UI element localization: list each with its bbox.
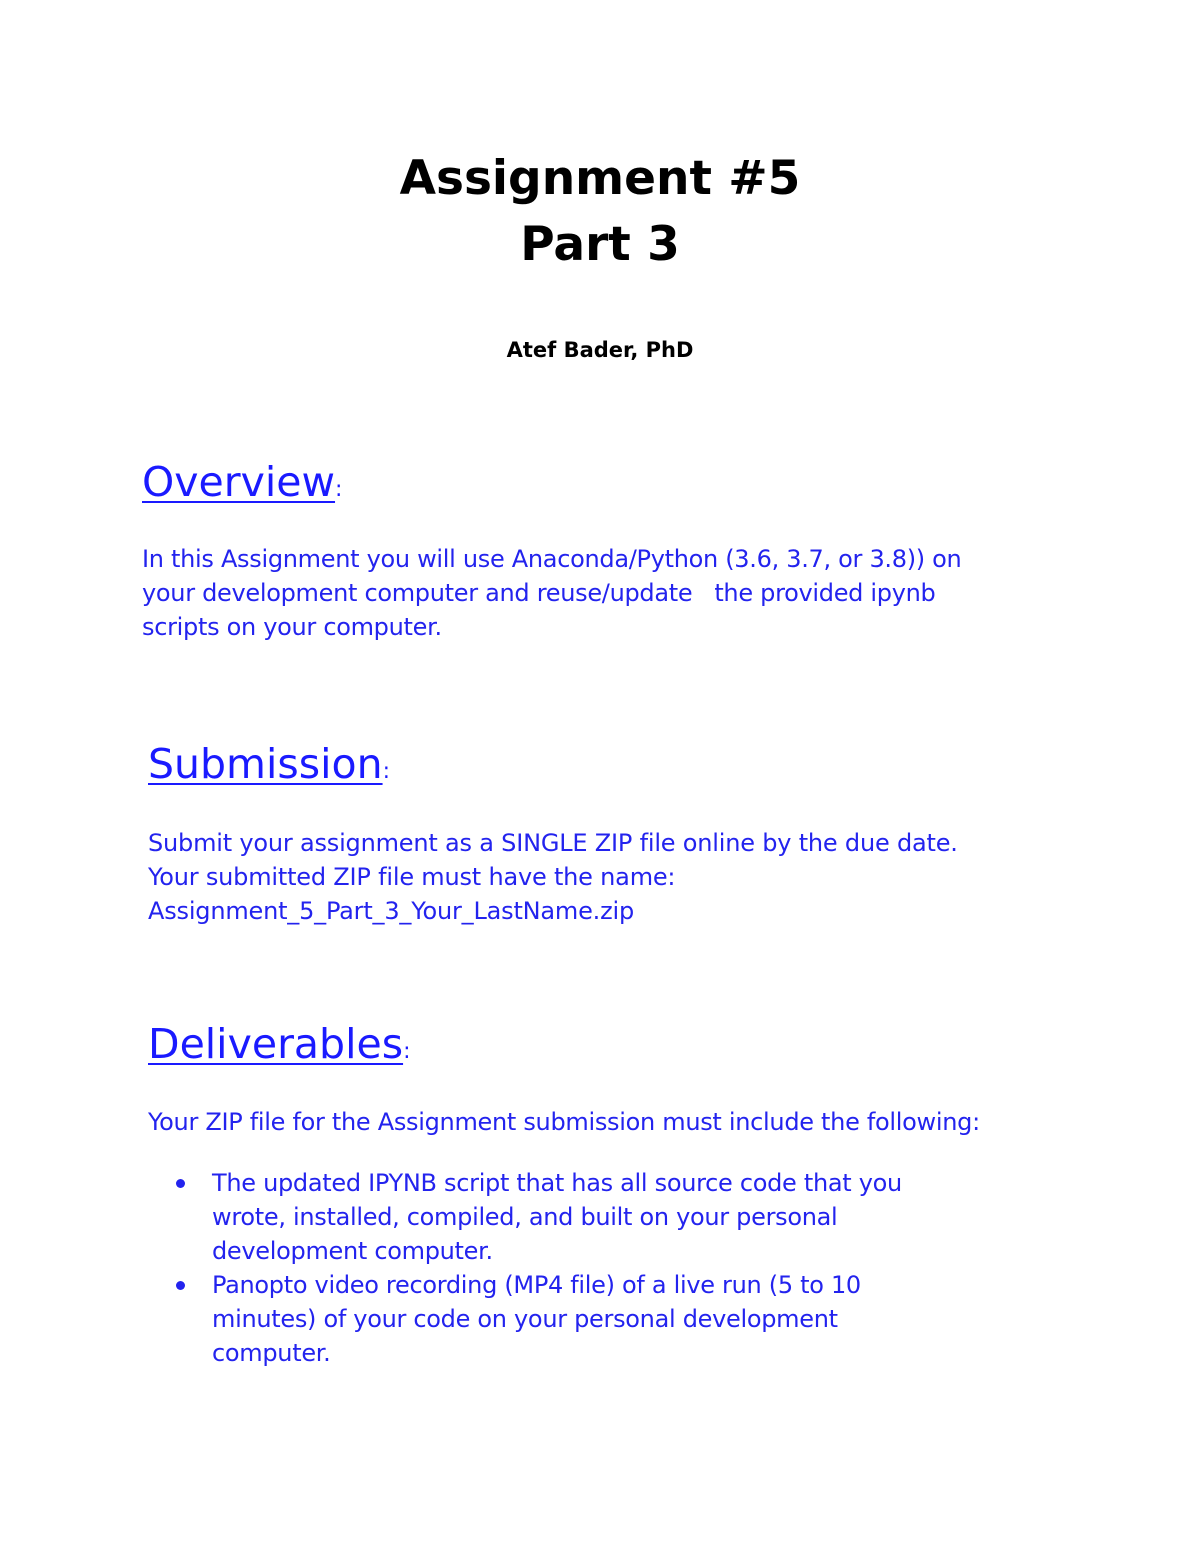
list-item bbox=[170, 1268, 902, 1370]
list-item-line: development computer. bbox=[212, 1237, 493, 1265]
overview-heading-text: Overview bbox=[142, 458, 336, 506]
deliverables-heading-text: Deliverables bbox=[148, 1020, 404, 1068]
submission-heading-colon: : bbox=[382, 759, 390, 784]
author-name: Atef Bader, PhD bbox=[506, 338, 694, 362]
bullet-icon bbox=[176, 1281, 185, 1290]
submission-heading-text: Submission bbox=[148, 740, 383, 788]
list-item-line: wrote, installed, compiled, and built on your personal bbox=[212, 1203, 838, 1231]
overview-line: your development computer and reuse/update the provided ipynb bbox=[142, 579, 936, 607]
assignment-part: Part 3 bbox=[520, 217, 680, 272]
deliverables-heading bbox=[148, 1019, 410, 1077]
list-item-line: Panopto video recording (MP4 file) of a live run (5 to 10 bbox=[212, 1271, 861, 1299]
overview-heading bbox=[142, 457, 342, 515]
deliverables-heading-colon: : bbox=[403, 1039, 411, 1064]
deliverables-list bbox=[170, 1166, 902, 1370]
submission-heading bbox=[148, 739, 390, 797]
assignment-title: Assignment #5 bbox=[399, 151, 801, 206]
list-item-line: The updated IPYNB script that has all source code that you bbox=[212, 1169, 902, 1197]
submission-line: Submit your assignment as a SINGLE ZIP file online by the due date. bbox=[148, 829, 958, 857]
overview-paragraph bbox=[142, 542, 961, 644]
overview-heading-colon: : bbox=[335, 477, 343, 502]
list-item bbox=[170, 1166, 902, 1268]
overview-line: scripts on your computer. bbox=[142, 613, 442, 641]
deliverables-intro: Your ZIP file for the Assignment submission must include the following: bbox=[148, 1108, 980, 1136]
submission-line: Your submitted ZIP file must have the name: bbox=[148, 863, 676, 891]
list-item-line: minutes) of your code on your personal development bbox=[212, 1305, 838, 1333]
submission-paragraph bbox=[148, 826, 958, 928]
overview-line: In this Assignment you will use Anaconda/Python (3.6, 3.7, or 3.8)) on bbox=[142, 545, 962, 573]
bullet-icon bbox=[176, 1179, 185, 1188]
submission-filename: Assignment_5_Part_3_Your_LastName.zip bbox=[148, 897, 634, 925]
list-item-line: computer. bbox=[212, 1339, 331, 1367]
